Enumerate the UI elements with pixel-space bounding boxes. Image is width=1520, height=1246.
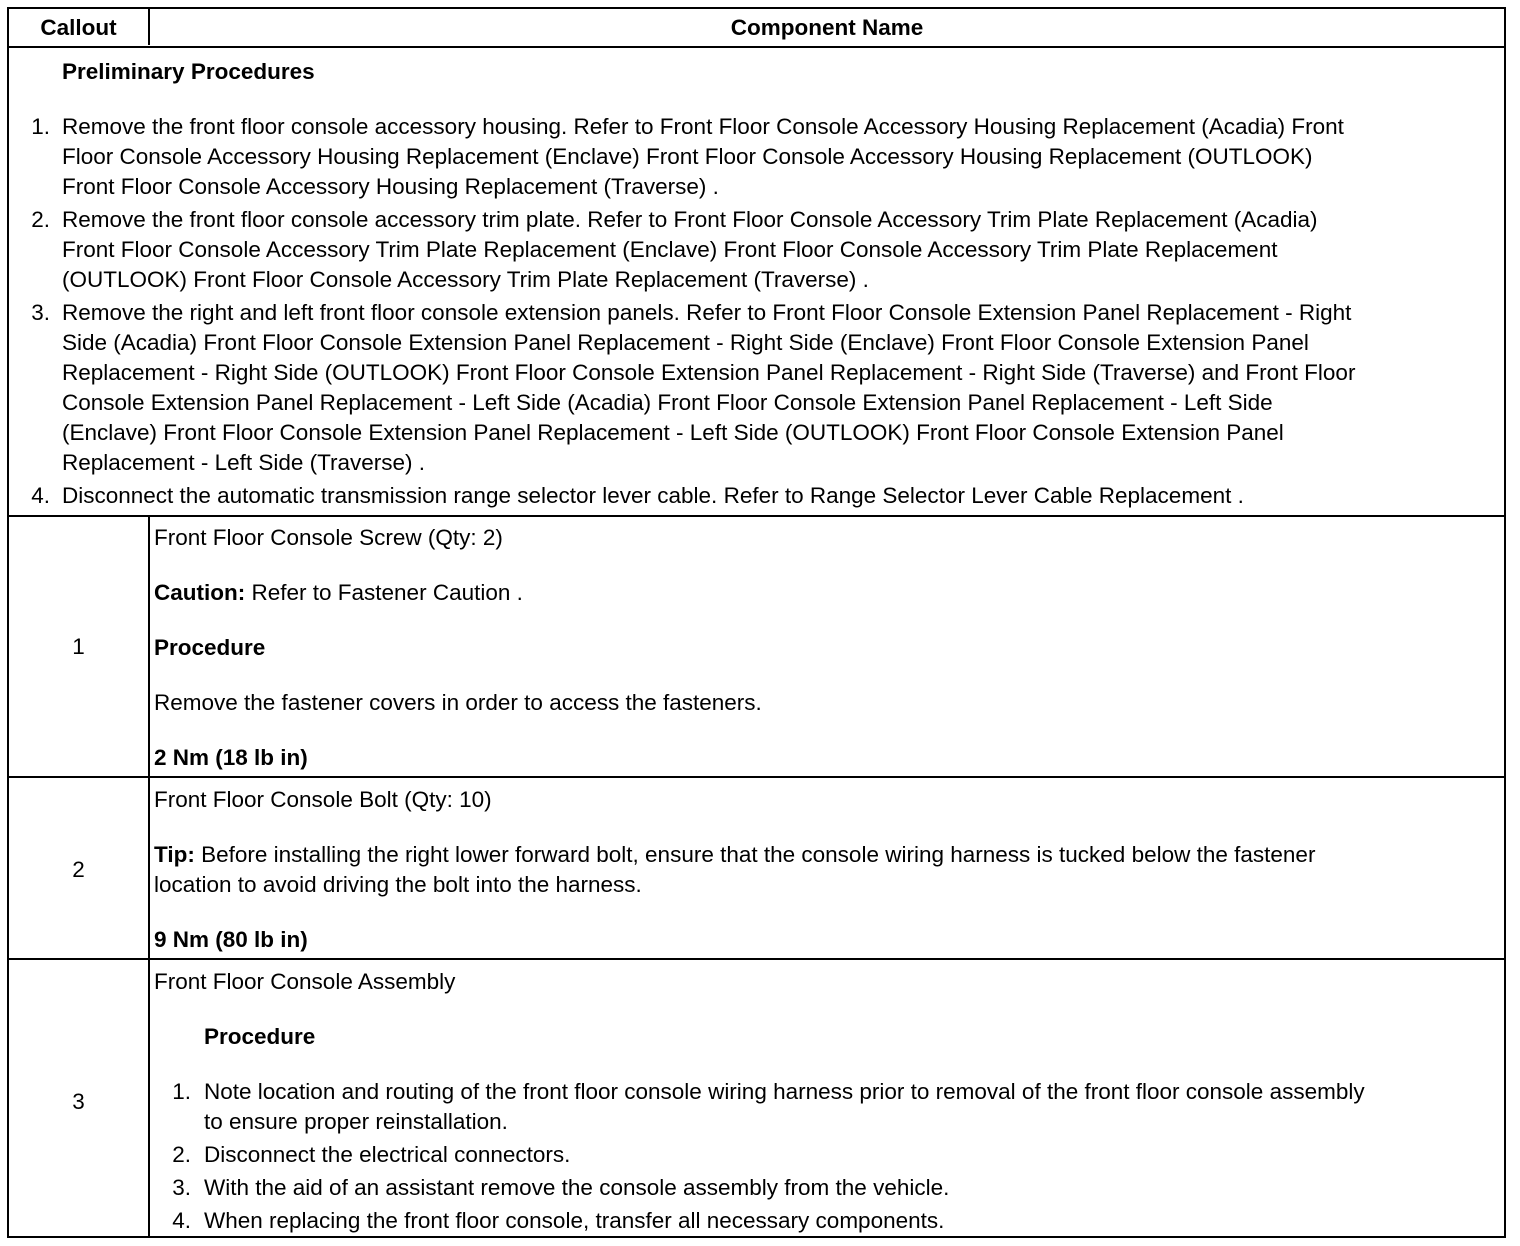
- procedure-step-1-line: Note location and routing of the front floor console wiring harness prior to removal of the front floor console assembly: [204, 1079, 1365, 1104]
- tip-note: [154, 840, 1315, 870]
- prelim-step-number: 4.: [31, 483, 50, 508]
- procedure-label-1: Procedure: [154, 635, 266, 660]
- tip-label: Tip:: [154, 842, 195, 867]
- caution-note: [154, 578, 523, 608]
- procedure-text-1: Remove the fastener covers in order to access the fasteners.: [154, 690, 762, 715]
- procedure-step-number: 2.: [172, 1142, 191, 1167]
- tip-text-line-2: location to avoid driving the bolt into the harness.: [154, 872, 642, 897]
- prelim-step-3-line: Replacement - Left Side (Traverse) .: [62, 450, 426, 475]
- procedure-step-3-line: With the aid of an assistant remove the console assembly from the vehicle.: [204, 1175, 950, 1200]
- procedure-step-number: 1.: [172, 1079, 191, 1104]
- prelim-step-3-line: Replacement - Right Side (OUTLOOK) Front Floor Console Extension Panel Replacement - Right Side (Traverse) and Front Floor: [62, 360, 1356, 385]
- prelim-step-3-line: Side (Acadia) Front Floor Console Extension Panel Replacement - Right Side (Enclave) Front Floor Console Extension Panel: [62, 330, 1309, 355]
- prelim-step-2-line: Front Floor Console Accessory Trim Plate Replacement (Enclave) Front Floor Console Accessory Trim Plate Replacement: [62, 237, 1278, 262]
- procedure-step-2-line: Disconnect the electrical connectors.: [204, 1142, 571, 1167]
- prelim-step-2-line: (OUTLOOK) Front Floor Console Accessory Trim Plate Replacement (Traverse) .: [62, 267, 869, 292]
- procedure-step-number: 4.: [172, 1208, 191, 1233]
- prelim-step-number: 3.: [31, 300, 50, 325]
- prelim-step-3-line: Console Extension Panel Replacement - Left Side (Acadia) Front Floor Console Extension Panel Replacement - Left Side: [62, 390, 1273, 415]
- prelim-step-4-line: Disconnect the automatic transmission range selector lever cable. Refer to Range Selector Lever Cable Replacement .: [62, 483, 1244, 508]
- callout-3: 3: [72, 1089, 85, 1114]
- prelim-step-3-line: (Enclave) Front Floor Console Extension Panel Replacement - Left Side (OUTLOOK) Front Floor Console Extension Panel: [62, 420, 1284, 445]
- caution-text: Refer to Fastener Caution .: [245, 580, 523, 605]
- header-callout: Callout: [40, 15, 117, 40]
- callout-2: 2: [72, 857, 85, 882]
- prelim-step-1-line: Floor Console Accessory Housing Replacement (Enclave) Front Floor Console Accessory Housing Replacement (OUTLOOK): [62, 144, 1313, 169]
- row-rule-2: [9, 776, 1504, 778]
- component-table: [7, 7, 1506, 1238]
- callout-1: 1: [72, 634, 85, 659]
- row-rule-1: [9, 515, 1504, 517]
- tip-text: Before installing the right lower forward bolt, ensure that the console wiring harness is tucked below the fastener: [194, 842, 1316, 867]
- torque-spec-1: 2 Nm (18 lb in): [154, 745, 308, 770]
- row-rule-3: [9, 958, 1504, 960]
- torque-spec-2: 9 Nm (80 lb in): [154, 927, 308, 952]
- column-divider: [148, 515, 150, 1236]
- procedure-step-1-line: to ensure proper reinstallation.: [204, 1109, 508, 1134]
- header-component-name: Component Name: [730, 15, 924, 40]
- procedure-step-4-line: When replacing the front floor console, transfer all necessary components.: [204, 1208, 945, 1233]
- preliminary-title: Preliminary Procedures: [62, 59, 315, 84]
- procedure-step-number: 3.: [172, 1175, 191, 1200]
- component-name-2: Front Floor Console Bolt (Qty: 10): [154, 787, 492, 812]
- component-name-1: Front Floor Console Screw (Qty: 2): [154, 525, 503, 550]
- procedure-label-3: Procedure: [204, 1024, 316, 1049]
- prelim-step-number: 1.: [31, 114, 50, 139]
- caution-label: Caution:: [154, 580, 246, 605]
- component-name-3: Front Floor Console Assembly: [154, 969, 456, 994]
- prelim-step-2-line: Remove the front floor console accessory trim plate. Refer to Front Floor Console Accessory Trim Plate Replacement (Acadia): [62, 207, 1318, 232]
- prelim-step-1-line: Remove the front floor console accessory housing. Refer to Front Floor Console Accessory Housing Replacement (Acadia) Front: [62, 114, 1344, 139]
- prelim-step-number: 2.: [31, 207, 50, 232]
- prelim-step-1-line: Front Floor Console Accessory Housing Replacement (Traverse) .: [62, 174, 719, 199]
- prelim-step-3-line: Remove the right and left front floor console extension panels. Refer to Front Floor Console Extension Panel Replacement - Right: [62, 300, 1352, 325]
